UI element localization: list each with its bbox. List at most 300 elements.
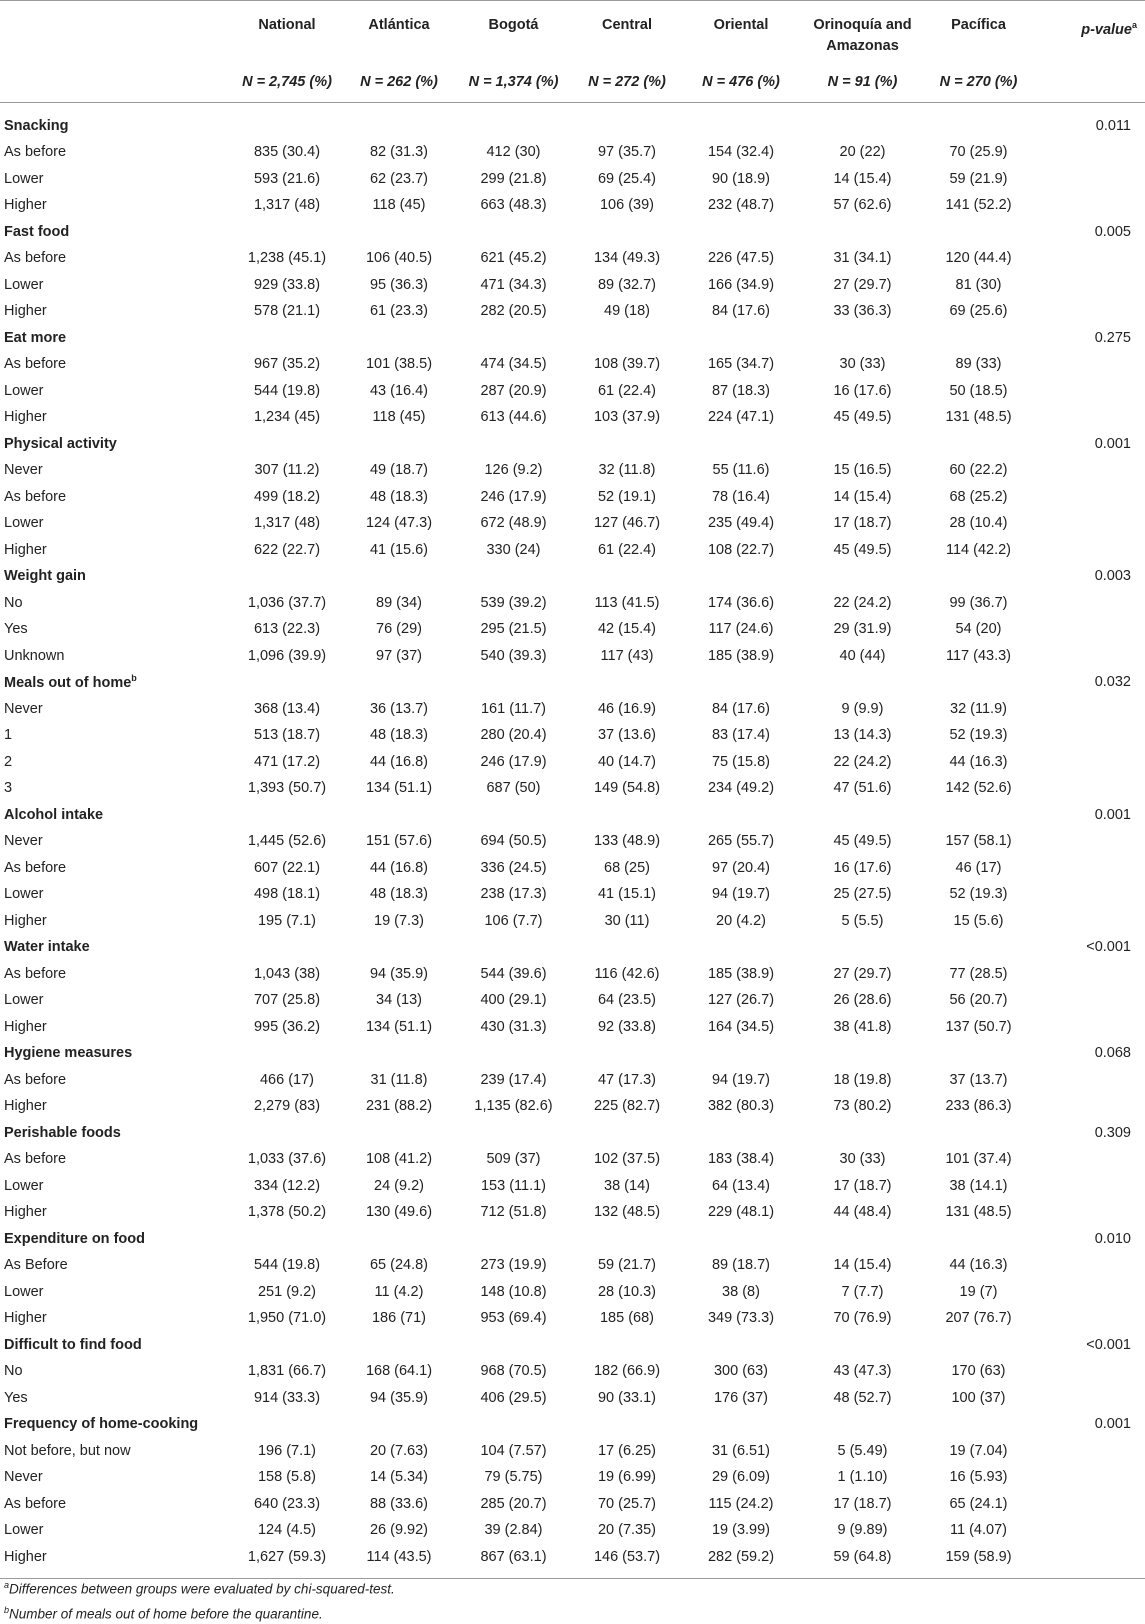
p-value: 0.011 xyxy=(1095,117,1131,134)
empty-cell xyxy=(679,219,803,246)
table-cell: 38 (8) xyxy=(722,1283,760,1300)
group-row xyxy=(0,1332,1145,1359)
group-label: Hygiene measures xyxy=(4,1045,133,1062)
table-row xyxy=(0,404,1145,431)
table-cell: 42 (15.4) xyxy=(597,621,657,638)
table-cell: 14 (15.4) xyxy=(833,170,892,187)
empty-cell xyxy=(1035,828,1145,855)
table-cell: 75 (15.8) xyxy=(711,753,771,770)
group-row xyxy=(0,1226,1145,1253)
table-cell: 19 (6.99) xyxy=(597,1469,657,1486)
table-cell: 1,043 (38) xyxy=(253,965,321,982)
table-row xyxy=(0,749,1145,776)
table-cell: 45 (49.5) xyxy=(833,409,892,426)
table-cell: 97 (37) xyxy=(376,647,422,664)
empty-cell xyxy=(1035,1146,1145,1173)
table-cell: 232 (48.7) xyxy=(707,197,775,214)
table-cell: 640 (23.3) xyxy=(253,1495,321,1512)
table-row xyxy=(0,1491,1145,1518)
table-cell: 108 (22.7) xyxy=(707,541,775,558)
table-cell: 89 (18.7) xyxy=(711,1257,771,1274)
table-cell: 127 (46.7) xyxy=(593,515,661,532)
row-label: Higher xyxy=(0,1544,228,1579)
table-cell: 69 (25.6) xyxy=(949,303,1008,320)
empty-cell xyxy=(346,1332,452,1359)
table-cell: 154 (32.4) xyxy=(707,144,775,161)
empty-cell xyxy=(1035,1358,1145,1385)
empty-cell xyxy=(228,1040,346,1067)
group-row xyxy=(0,325,1145,352)
table-cell: 26 (9.92) xyxy=(369,1522,429,1539)
table-cell: 73 (80.2) xyxy=(833,1098,892,1115)
table-cell: 509 (37) xyxy=(486,1151,541,1168)
empty-cell xyxy=(1035,192,1145,219)
empty-cell xyxy=(452,219,575,246)
p-value: <0.001 xyxy=(1086,939,1131,956)
table-row xyxy=(0,166,1145,193)
col-header: National xyxy=(228,1,346,63)
table-cell: 1,096 (39.9) xyxy=(247,647,327,664)
footnotes xyxy=(4,1575,395,1624)
table-cell: 513 (18.7) xyxy=(253,727,321,744)
empty-cell xyxy=(1035,1517,1145,1544)
empty-cell xyxy=(1035,1199,1145,1226)
table-cell: 159 (58.9) xyxy=(922,1544,1035,1579)
row-label: Higher xyxy=(4,1204,47,1221)
row-label: Never xyxy=(4,700,43,717)
table-cell: 251 (9.2) xyxy=(257,1283,317,1300)
table-cell: 15 (16.5) xyxy=(833,462,892,479)
table-cell: 118 (45) xyxy=(372,197,426,214)
empty-cell xyxy=(803,802,922,829)
table-cell: 835 (30.4) xyxy=(253,144,321,161)
table-cell: 17 (18.7) xyxy=(833,515,892,532)
table-row xyxy=(0,1093,1145,1120)
table-cell: 953 (69.4) xyxy=(480,1310,547,1327)
group-row xyxy=(0,934,1145,961)
table-row xyxy=(0,1385,1145,1412)
row-label: Unknown xyxy=(4,647,65,664)
empty-cell xyxy=(228,219,346,246)
table-cell: 77 (28.5) xyxy=(949,965,1008,982)
table-cell: 712 (51.8) xyxy=(480,1204,547,1221)
table-cell: 1,831 (66.7) xyxy=(247,1363,327,1380)
table-cell: 158 (5.8) xyxy=(257,1469,317,1486)
empty-cell xyxy=(803,1040,922,1067)
table-cell: 48 (18.3) xyxy=(369,488,429,505)
table-cell: 106 (40.5) xyxy=(365,250,433,267)
table-cell: 20 (7.63) xyxy=(369,1442,429,1459)
empty-cell xyxy=(922,431,1035,458)
table-cell: 235 (49.4) xyxy=(707,515,775,532)
table-cell: 430 (31.3) xyxy=(480,1018,547,1035)
table-cell: 29 (6.09) xyxy=(711,1469,771,1486)
table-cell: 52 (19.3) xyxy=(949,886,1008,903)
table-row xyxy=(0,484,1145,511)
group-label: Weight gain xyxy=(4,568,86,585)
row-label: Higher xyxy=(4,1018,47,1035)
table-cell: 113 (41.5) xyxy=(594,594,660,611)
table-cell: 544 (19.8) xyxy=(253,1257,321,1274)
p-value: 0.309 xyxy=(1094,1124,1131,1141)
group-label: Difficult to find food xyxy=(4,1336,142,1353)
table-cell: 141 (52.2) xyxy=(945,197,1012,214)
table-cell: 94 (19.7) xyxy=(711,1071,771,1088)
table-cell: 164 (34.5) xyxy=(707,1018,775,1035)
empty-cell xyxy=(679,802,803,829)
table-cell: 183 (38.4) xyxy=(707,1151,775,1168)
table-cell: 44 (16.3) xyxy=(949,753,1008,770)
table-cell: 68 (25) xyxy=(604,859,650,876)
empty-cell xyxy=(1035,881,1145,908)
table-cell: 41 (15.6) xyxy=(369,541,429,558)
table-cell: 174 (36.6) xyxy=(707,594,775,611)
table-cell: 157 (58.1) xyxy=(945,833,1012,850)
empty-cell xyxy=(346,802,452,829)
empty-cell xyxy=(1035,1464,1145,1491)
table-cell: 672 (48.9) xyxy=(480,515,547,532)
empty-cell xyxy=(679,102,803,139)
empty-cell xyxy=(228,1226,346,1253)
table-cell: 233 (86.3) xyxy=(945,1098,1012,1115)
header-blank xyxy=(1035,63,1145,103)
table-cell: 108 (39.7) xyxy=(593,356,661,373)
table-cell: 69 (25.4) xyxy=(597,170,657,187)
group-label: Physical activity xyxy=(4,435,117,452)
table-cell: 52 (19.1) xyxy=(597,488,657,505)
empty-cell xyxy=(575,102,679,139)
table-cell: 101 (37.4) xyxy=(945,1151,1012,1168)
empty-cell xyxy=(679,669,803,696)
group-label: Fast food xyxy=(4,223,70,240)
table-cell: 1,036 (37.7) xyxy=(247,594,327,611)
table-cell: 31 (34.1) xyxy=(833,250,892,267)
table-row xyxy=(0,245,1145,272)
table-cell: 28 (10.3) xyxy=(597,1283,657,1300)
table-cell: 48 (18.3) xyxy=(369,886,429,903)
pvalue-header: p-value$^a$ xyxy=(1035,1,1145,63)
empty-cell xyxy=(1035,537,1145,564)
p-value: 0.001 xyxy=(1094,435,1131,452)
empty-cell xyxy=(679,1226,803,1253)
table-cell: 471 (34.3) xyxy=(480,276,547,293)
empty-cell xyxy=(452,1332,575,1359)
table-cell: 104 (7.57) xyxy=(480,1442,547,1459)
empty-cell xyxy=(228,563,346,590)
table-cell: 99 (36.7) xyxy=(949,594,1008,611)
table-cell: 17 (6.25) xyxy=(597,1442,657,1459)
table-cell: 225 (82.7) xyxy=(593,1098,661,1115)
table-cell: 68 (25.2) xyxy=(949,488,1008,505)
table-cell: 130 (49.6) xyxy=(365,1204,433,1221)
group-row xyxy=(0,431,1145,458)
group-row xyxy=(0,219,1145,246)
empty-cell xyxy=(803,1120,922,1147)
table-cell: 40 (44) xyxy=(839,647,886,664)
table-cell: 466 (17) xyxy=(259,1071,314,1088)
table-cell: 285 (20.7) xyxy=(480,1495,547,1512)
table-cell: 134 (49.3) xyxy=(593,250,661,267)
table-cell: 1,317 (48) xyxy=(253,515,321,532)
table-cell: 16 (17.6) xyxy=(833,859,892,876)
table-cell: 102 (37.5) xyxy=(593,1151,661,1168)
table-cell: 87 (18.3) xyxy=(711,382,771,399)
empty-cell xyxy=(228,102,346,139)
table-cell: 185 (38.9) xyxy=(707,965,775,982)
empty-cell xyxy=(803,934,922,961)
table-cell: 1,393 (50.7) xyxy=(247,780,327,797)
table-cell: 117 (43.3) xyxy=(945,647,1012,664)
table-cell: 52 (19.3) xyxy=(949,727,1008,744)
empty-cell xyxy=(803,1332,922,1359)
table-cell: 16 (5.93) xyxy=(949,1469,1008,1486)
group-label: Expenditure on food xyxy=(4,1230,145,1247)
table-cell: 78 (16.4) xyxy=(711,488,771,505)
empty-cell xyxy=(922,102,1035,139)
table-cell: 19 (7.04) xyxy=(949,1442,1008,1459)
table-cell: 20 (22) xyxy=(839,144,886,161)
table-cell: 83 (17.4) xyxy=(711,727,771,744)
empty-cell xyxy=(575,1332,679,1359)
table-cell: 26 (28.6) xyxy=(833,992,892,1009)
empty-cell xyxy=(1035,987,1145,1014)
row-label: As before xyxy=(4,1495,67,1512)
empty-cell xyxy=(1035,722,1145,749)
table-cell: 50 (18.5) xyxy=(949,382,1008,399)
group-row xyxy=(0,563,1145,590)
empty-cell xyxy=(803,431,922,458)
empty-cell xyxy=(803,102,922,139)
row-label: As before xyxy=(4,356,67,373)
table-cell: 368 (13.4) xyxy=(253,700,321,717)
table-cell: 13 (14.3) xyxy=(833,727,892,744)
empty-cell xyxy=(452,802,575,829)
table-cell: 48 (52.7) xyxy=(833,1389,892,1406)
table-cell: 539 (39.2) xyxy=(480,594,547,611)
table-cell: 132 (48.5) xyxy=(593,1204,661,1221)
table-cell: 92 (33.8) xyxy=(597,1018,657,1035)
table-cell: 32 (11.9) xyxy=(950,700,1007,717)
table-cell: 41 (15.1) xyxy=(597,886,657,903)
empty-cell xyxy=(803,1226,922,1253)
table-cell: 168 (64.1) xyxy=(365,1363,433,1380)
table-cell: 118 (45) xyxy=(372,409,426,426)
empty-cell xyxy=(346,1120,452,1147)
table-cell: 161 (11.7) xyxy=(480,700,547,717)
table-row xyxy=(0,378,1145,405)
table-cell: 29 (31.9) xyxy=(833,621,892,638)
row-label: Lower xyxy=(4,1522,44,1539)
table-cell: 90 (33.1) xyxy=(597,1389,657,1406)
table-cell: 84 (17.6) xyxy=(711,303,771,320)
table-cell: 124 (4.5) xyxy=(257,1522,317,1539)
table-cell: 46 (16.9) xyxy=(597,700,657,717)
empty-cell xyxy=(575,325,679,352)
table-cell: 24 (9.2) xyxy=(374,1177,424,1194)
empty-cell xyxy=(1035,749,1145,776)
table-cell: 22 (24.2) xyxy=(833,594,892,611)
empty-cell xyxy=(1035,378,1145,405)
table-cell: 995 (36.2) xyxy=(253,1018,321,1035)
n-header: N = 262 (%) xyxy=(346,63,452,103)
table-cell: 9 (9.89) xyxy=(837,1522,888,1539)
table-cell: 95 (36.3) xyxy=(369,276,429,293)
table-cell: 127 (26.7) xyxy=(707,992,775,1009)
table-cell: 44 (16.3) xyxy=(949,1257,1008,1274)
row-label: As before xyxy=(4,1071,67,1088)
table-row xyxy=(0,590,1145,617)
table-row xyxy=(0,987,1145,1014)
table-cell: 929 (33.8) xyxy=(253,276,321,293)
table-row xyxy=(0,1146,1145,1173)
p-value: 0.032 xyxy=(1094,674,1131,691)
empty-cell xyxy=(1035,1438,1145,1465)
table-row xyxy=(0,1358,1145,1385)
table-cell: 101 (38.5) xyxy=(365,356,433,373)
table-cell: 76 (29) xyxy=(376,621,422,638)
empty-cell xyxy=(346,1040,452,1067)
table-cell: 134 (51.1) xyxy=(365,780,433,797)
empty-cell xyxy=(1035,1279,1145,1306)
table-cell: 280 (20.4) xyxy=(480,727,547,744)
table-cell: 34 (13) xyxy=(376,992,422,1009)
table-cell: 88 (33.6) xyxy=(369,1495,429,1512)
col-header: Orinoquía and Amazonas xyxy=(803,1,922,63)
row-label: No xyxy=(4,1363,23,1380)
table-cell: 349 (73.3) xyxy=(707,1310,775,1327)
table-cell: 694 (50.5) xyxy=(480,833,547,850)
group-label: Alcohol intake xyxy=(4,806,104,823)
row-label: Higher xyxy=(4,1310,47,1327)
empty-cell xyxy=(1035,1067,1145,1094)
table-row xyxy=(0,722,1145,749)
empty-cell xyxy=(1035,855,1145,882)
table-cell: 1,135 (82.6) xyxy=(474,1098,553,1115)
empty-cell xyxy=(1035,1093,1145,1120)
empty-cell xyxy=(346,325,452,352)
p-value: 0.068 xyxy=(1094,1045,1131,1062)
table-cell: 176 (37) xyxy=(713,1389,768,1406)
table-row xyxy=(0,510,1145,537)
empty-cell xyxy=(922,934,1035,961)
col-header: Central xyxy=(575,1,679,63)
empty-cell xyxy=(228,669,346,696)
group-label: Frequency of home-cooking xyxy=(4,1416,199,1433)
table-cell: 166 (34.9) xyxy=(707,276,775,293)
empty-cell xyxy=(1035,404,1145,431)
table-cell: 30 (33) xyxy=(839,356,886,373)
row-label: 3 xyxy=(4,780,13,797)
table-cell: 131 (48.5) xyxy=(945,409,1012,426)
empty-cell xyxy=(575,1040,679,1067)
empty-cell xyxy=(803,1411,922,1438)
table-cell: 400 (29.1) xyxy=(480,992,547,1009)
row-label: 1 xyxy=(4,727,13,744)
empty-cell xyxy=(922,1120,1035,1147)
table-row xyxy=(0,1279,1145,1306)
table-row xyxy=(0,272,1145,299)
table-cell: 82 (31.3) xyxy=(369,144,429,161)
p-value: 0.001 xyxy=(1094,1416,1131,1433)
table-cell: 142 (52.6) xyxy=(945,780,1012,797)
table-cell: 37 (13.7) xyxy=(949,1071,1008,1088)
table-row xyxy=(0,1438,1145,1465)
table-cell: 474 (34.5) xyxy=(480,356,547,373)
table-cell: 89 (34) xyxy=(376,594,422,611)
n-header: N = 91 (%) xyxy=(803,63,922,103)
table-cell: 14 (15.4) xyxy=(833,1257,892,1274)
empty-cell xyxy=(452,1040,575,1067)
table-cell: 43 (47.3) xyxy=(833,1363,892,1380)
table-cell: 1,033 (37.6) xyxy=(247,1151,327,1168)
row-label: As before xyxy=(4,488,67,505)
group-row xyxy=(0,1411,1145,1438)
table-cell: 45 (49.5) xyxy=(833,833,892,850)
table-cell: 33 (36.3) xyxy=(833,303,892,320)
group-label: Eat more xyxy=(4,329,67,346)
empty-cell xyxy=(1035,245,1145,272)
table-body xyxy=(0,102,1145,1579)
empty-cell xyxy=(575,802,679,829)
table-cell: 593 (21.6) xyxy=(253,170,321,187)
row-label: Never xyxy=(4,462,43,479)
table-cell: 607 (22.1) xyxy=(253,859,321,876)
table-cell: 185 (38.9) xyxy=(707,647,775,664)
empty-cell xyxy=(1035,1305,1145,1332)
table-cell: 499 (18.2) xyxy=(253,488,321,505)
row-label: Lower xyxy=(4,515,44,532)
table-cell: 224 (47.1) xyxy=(707,409,775,426)
table-cell: 49 (18) xyxy=(604,303,650,320)
row-label: No xyxy=(4,594,23,611)
row-label: Yes xyxy=(4,1389,28,1406)
empty-cell xyxy=(803,219,922,246)
table-cell: 336 (24.5) xyxy=(480,859,547,876)
empty-cell xyxy=(1035,775,1145,802)
table-cell: 124 (47.3) xyxy=(365,515,433,532)
table-cell: 195 (7.1) xyxy=(257,912,317,929)
col-header: Oriental xyxy=(679,1,803,63)
empty-cell xyxy=(575,1120,679,1147)
table-cell: 65 (24.8) xyxy=(369,1257,429,1274)
empty-cell xyxy=(575,563,679,590)
table-cell: 1,445 (52.6) xyxy=(247,833,327,850)
table-cell: 115 (24.2) xyxy=(708,1495,774,1512)
empty-cell xyxy=(346,563,452,590)
table-row xyxy=(0,457,1145,484)
empty-cell xyxy=(228,325,346,352)
table-cell: 20 (7.35) xyxy=(597,1522,657,1539)
empty-cell xyxy=(575,1411,679,1438)
table-cell: 867 (63.1) xyxy=(452,1544,575,1579)
table-cell: 273 (19.9) xyxy=(480,1257,547,1274)
table-cell: 108 (41.2) xyxy=(365,1151,433,1168)
table-cell: 265 (55.7) xyxy=(707,833,775,850)
table-row xyxy=(0,1199,1145,1226)
table-cell: 471 (17.2) xyxy=(253,753,321,770)
empty-cell xyxy=(452,1411,575,1438)
table-cell: 1,234 (45) xyxy=(253,409,321,426)
table-cell: 246 (17.9) xyxy=(480,488,547,505)
table-cell: 282 (59.2) xyxy=(679,1544,803,1579)
table-cell: 2,279 (83) xyxy=(253,1098,321,1115)
empty-cell xyxy=(679,325,803,352)
table-cell: 46 (17) xyxy=(955,859,1002,876)
table-cell: 64 (23.5) xyxy=(597,992,657,1009)
row-label: As before xyxy=(4,859,67,876)
row-label: As before xyxy=(4,144,67,161)
empty-cell xyxy=(1035,1173,1145,1200)
